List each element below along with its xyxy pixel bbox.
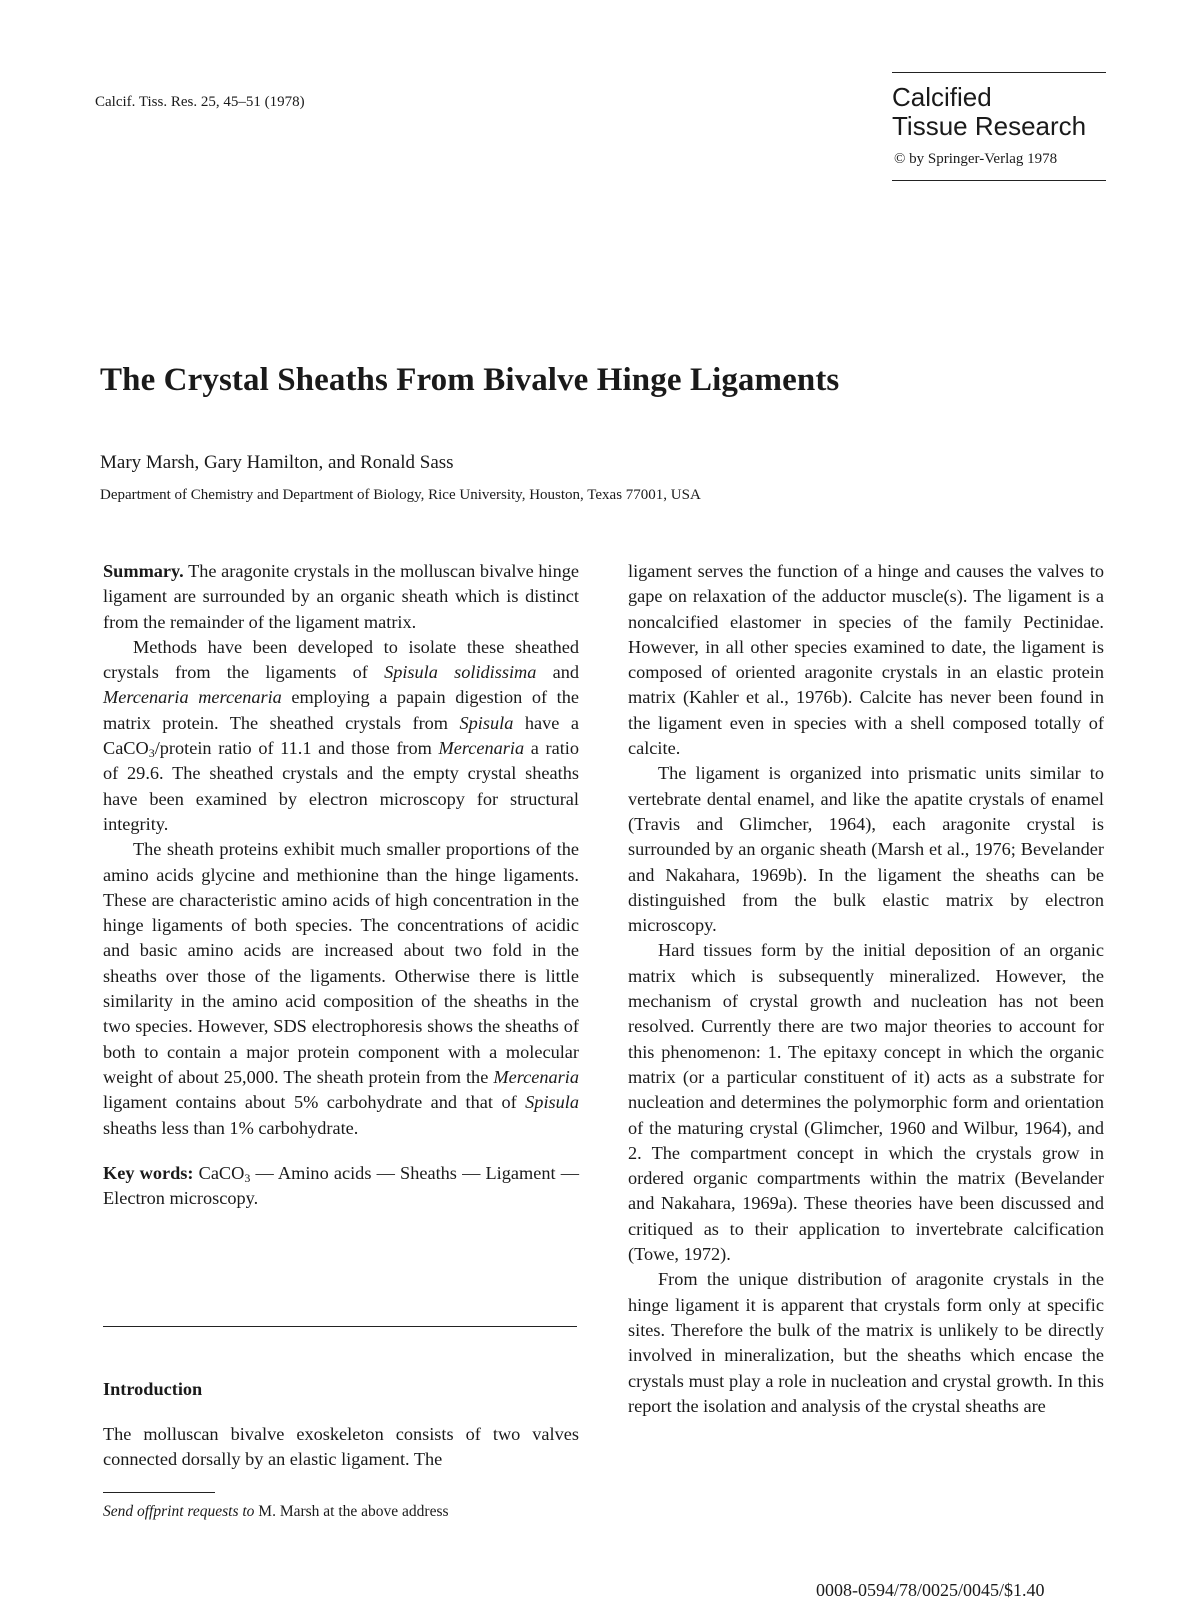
journal-box	[892, 72, 1106, 181]
introduction-left-text	[103, 1422, 579, 1473]
journal-name-line1: Calcified	[892, 82, 992, 112]
species-name: Spisula	[459, 712, 514, 733]
introduction-heading: Introduction	[103, 1379, 203, 1399]
species-name: Mercenaria mercenaria	[103, 687, 282, 708]
copyright: © by Springer-Verlag 1978	[894, 151, 1058, 167]
summary-paragraph-3	[103, 837, 579, 1141]
journal-name	[892, 83, 1106, 141]
journal-top-rule	[892, 72, 1106, 73]
left-column	[103, 559, 579, 1211]
summary-text: /protein ratio of 11.1 and those from	[154, 738, 439, 759]
keywords	[103, 1161, 579, 1212]
footnote-rule	[103, 1492, 215, 1493]
introduction-paragraph-1-start: The molluscan bivalve exoskeleton consists of two valves connected dorsally by an elastic ligament. The	[103, 1424, 579, 1470]
footnote	[103, 1503, 449, 1521]
journal-name-line2: Tissue Research	[892, 111, 1087, 141]
summary-paragraph-1	[103, 559, 579, 635]
authors: Mary Marsh, Gary Hamilton, and Ronald Sass	[100, 452, 454, 473]
introduction-paragraph-1-end: ligament serves the function of a hinge and causes the valves to gape on relaxation of the adductor muscle(s). The ligament is a noncalcified elastomer in species of the family Pectinidae. However, in all other species examined to date, the ligament is composed of oriented aragonite crystals in an elastic protein matrix (Kahler et al., 1976b). Calcite has never been found in the ligament even in species with a shell composed totally of calcite.	[628, 561, 1104, 759]
keywords-text: — Amino acids — Sheaths — Ligament — Electron microscopy.	[103, 1162, 580, 1209]
species-name: Spisula	[525, 1092, 579, 1113]
footnote-italic: Send offprint requests to	[103, 1503, 255, 1520]
footnote-text: M. Marsh at the above address	[254, 1503, 449, 1520]
summary-text: ligament contains about 5% carbohydrate and that of	[103, 1092, 526, 1113]
species-name: Mercenaria	[438, 738, 525, 759]
summary-text: have a CaCO	[103, 712, 579, 759]
citation: Calcif. Tiss. Res. 25, 45–51 (1978)	[95, 94, 305, 110]
summary-text: The sheath proteins exhibit much smaller proportions of the amino acids glycine and methionine than the hinge ligaments. These are characteristic amino acids of high concentration in the hinge ligaments of both species. The concentrations of acidic and basic amino acids are increased about two fold in the sheaths over those of the ligaments. Otherwise there is little similarity in the amino acid composition of the sheaths in the two species. However, SDS electrophoresis shows the sheaths of both to contain a major protein component with a molecular weight of about 25,000. The sheath protein from the	[103, 839, 579, 1087]
keywords-text: CaCO	[193, 1162, 245, 1183]
right-column	[628, 559, 1104, 1419]
summary-paragraph-2	[103, 635, 579, 837]
introduction-paragraph-3: Hard tissues form by the initial deposition of an organic matrix which is subsequently mineralized. However, the mechanism of crystal growth and nucleation has not been resolved. Currently there are two major theories to account for this phenomenon: 1. The epitaxy concept in which the organic matrix (or a particular constituent of it) acts as a substrate for nucleation and determines the polymorphic form and orientation of the maturing crystal (Glimcher, 1960 and Wilbur, 1964), and 2. The compartment concept in which the crystals grow in ordered organic compartments within the matrix (Bevelander and Nakahara, 1969a). These theories have been discussed and critiqued as to their application to invertebrate calcification (Towe, 1972).	[628, 940, 1104, 1265]
subscript: 3	[148, 746, 155, 761]
summary-text-1: The aragonite crystals in the molluscan bivalve hinge ligament are surrounded by an organic sheath which is distinct from the remainder of the ligament matrix.	[103, 561, 579, 632]
introduction-paragraph-4: From the unique distribution of aragonite crystals in the hinge ligament it is apparent that crystals form only at specific sites. Therefore the bulk of the matrix is unlikely to be directly involved in mineralization, but the sheaths which encase the crystals must play a role in nucleation and crystal growth. In this report the isolation and analysis of the crystal sheaths are	[628, 1269, 1104, 1416]
introduction-paragraph-2: The ligament is organized into prismatic units similar to vertebrate dental enamel, and like the apatite crystals of enamel (Travis and Glimcher, 1964), each aragonite crystal is surrounded by an organic sheath (Marsh et al., 1976; Bevelander and Nakahara, 1969b). In the ligament the sheaths can be distinguished from the bulk elastic matrix by electron microscopy.	[628, 763, 1104, 936]
summary-text: Methods have been developed to isolate these sheathed crystals from the ligaments of	[103, 636, 579, 683]
summary-text: employing a papain digestion of the matrix protein. The sheathed crystals from	[103, 687, 579, 733]
section-divider	[103, 1326, 577, 1327]
subscript: 3	[244, 1170, 251, 1185]
affiliation: Department of Chemistry and Department of Biology, Rice University, Houston, Texas 77001, USA	[100, 487, 701, 503]
species-name: Spisula solidissima	[384, 662, 537, 683]
species-name: Mercenaria	[493, 1066, 579, 1087]
journal-bottom-rule	[892, 180, 1106, 181]
publication-code: 0008-0594/78/0025/0045/$1.40	[816, 1580, 1045, 1600]
summary-text: sheaths less than 1% carbohydrate.	[103, 1117, 359, 1138]
keywords-label: Key words:	[103, 1162, 194, 1183]
paper-title: The Crystal Sheaths From Bivalve Hinge Ligaments	[100, 362, 840, 398]
summary-text: and	[536, 662, 579, 683]
summary-label: Summary.	[103, 561, 184, 581]
summary-text: a ratio of 29.6. The sheathed crystals and the empty crystal sheaths have been examined by electron microscopy for structural integrity.	[103, 738, 579, 834]
